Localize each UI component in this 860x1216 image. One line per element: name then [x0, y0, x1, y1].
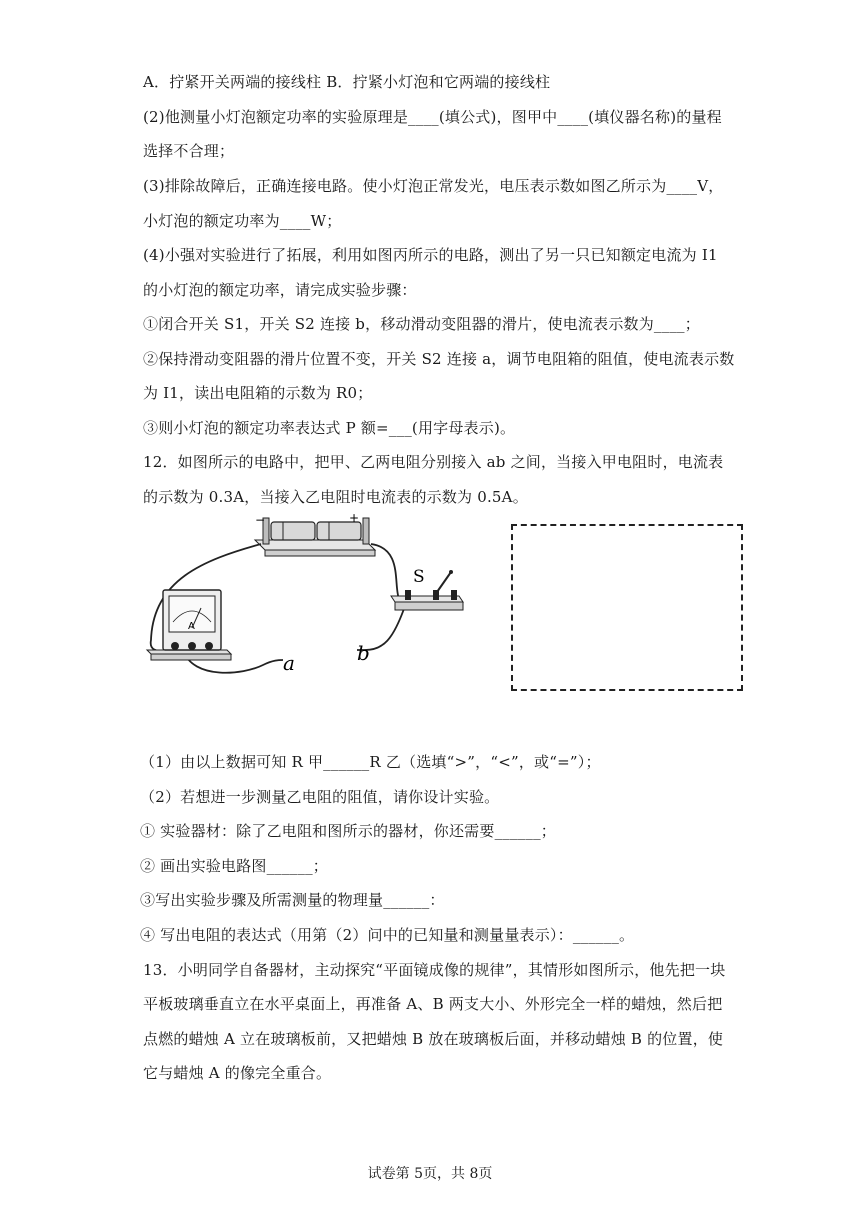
step-3-line: ③则小灯泡的额定功率表达式 P 额=___(用字母表示)。 [143, 419, 516, 437]
step-2-line-2: 为 I1，读出电阻箱的示数为 R0； [143, 384, 373, 402]
plus-label: + [349, 511, 360, 525]
problem-13-line-4: 它与蜡烛 A 的像完全重合。 [143, 1064, 332, 1082]
part-2-line: （2）若想进一步测量乙电阻的阻值，请你设计实验。 [140, 788, 500, 806]
part-2-item-4: ④ 写出电阻的表达式（用第（2）问中的已知量和测量量表示）：______。 [140, 926, 635, 944]
question-4-line-1: (4)小强对实验进行了拓展，利用如图丙所示的电路，测出了另一只已知额定电流为 I1 [143, 246, 718, 264]
circuit-figure [143, 510, 483, 700]
terminal-b-label: b [357, 641, 370, 665]
step-1-line: ①闭合开关 S1，开关 S2 连接 b，移动滑动变阻器的滑片，使电流表示数为____； [143, 315, 700, 333]
ammeter-label: A [188, 621, 195, 632]
option-line-ab: A．拧紧开关两端的接线柱 B．拧紧小灯泡和它两端的接线柱 [143, 73, 551, 91]
question-3-line-1: (3)排除故障后，正确连接电路。使小灯泡正常发光，电压表示数如图乙所示为____V， [143, 177, 724, 195]
switch-icon [391, 570, 463, 610]
circuit-diagram-answer-box [511, 524, 743, 691]
part-2-item-1: ① 实验器材：除了乙电阻和图所示的器材，你还需要______； [140, 822, 556, 840]
minus-label: − [255, 513, 266, 527]
part-1-line: （1）由以上数据可知 R 甲______R 乙（选填“>”，“<”，或“=”）； [140, 753, 601, 771]
question-2-line-2: 选择不合理； [143, 142, 235, 160]
question-3-line-2: 小灯泡的额定功率为____W； [143, 212, 342, 230]
problem-12-line-1: 12．如图所示的电路中，把甲、乙两电阻分别接入 ab 之间，当接入甲电阻时，电流表 [143, 453, 724, 471]
page-footer: 试卷第 5页，共 8页 [367, 1166, 493, 1182]
problem-13-line-2: 平板玻璃垂直立在水平桌面上，再准备 A、B 两支大小、外形完全一样的蜡烛，然后把 [143, 995, 723, 1013]
terminal-a-label: a [283, 651, 295, 675]
part-2-item-3: ③写出实验步骤及所需测量的物理量______： [140, 891, 445, 909]
part-2-item-2: ② 画出实验电路图______； [140, 857, 328, 875]
step-2-line-1: ②保持滑动变阻器的滑片位置不变，开关 S2 连接 a，调节电阻箱的阻值，使电流表示数 [143, 350, 735, 368]
problem-13-line-3: 点燃的蜡烛 A 立在玻璃板前，又把蜡烛 B 放在玻璃板后面，并移动蜡烛 B 的位置，使 [143, 1030, 724, 1048]
question-4-line-2: 的小灯泡的额定功率，请完成实验步骤： [143, 281, 417, 299]
problem-12-line-2: 的示数为 0.3A，当接入乙电阻时电流表的示数为 0.5A。 [143, 488, 528, 506]
question-2-line-1: (2)他测量小灯泡额定功率的实验原理是____(填公式)，图甲中____(填仪器名称)的量程 [143, 108, 722, 126]
problem-13-line-1: 13．小明同学自备器材，主动探究“平面镜成像的规律”，其情形如图所示，他先把一块 [143, 961, 726, 979]
switch-label: S [413, 567, 425, 587]
